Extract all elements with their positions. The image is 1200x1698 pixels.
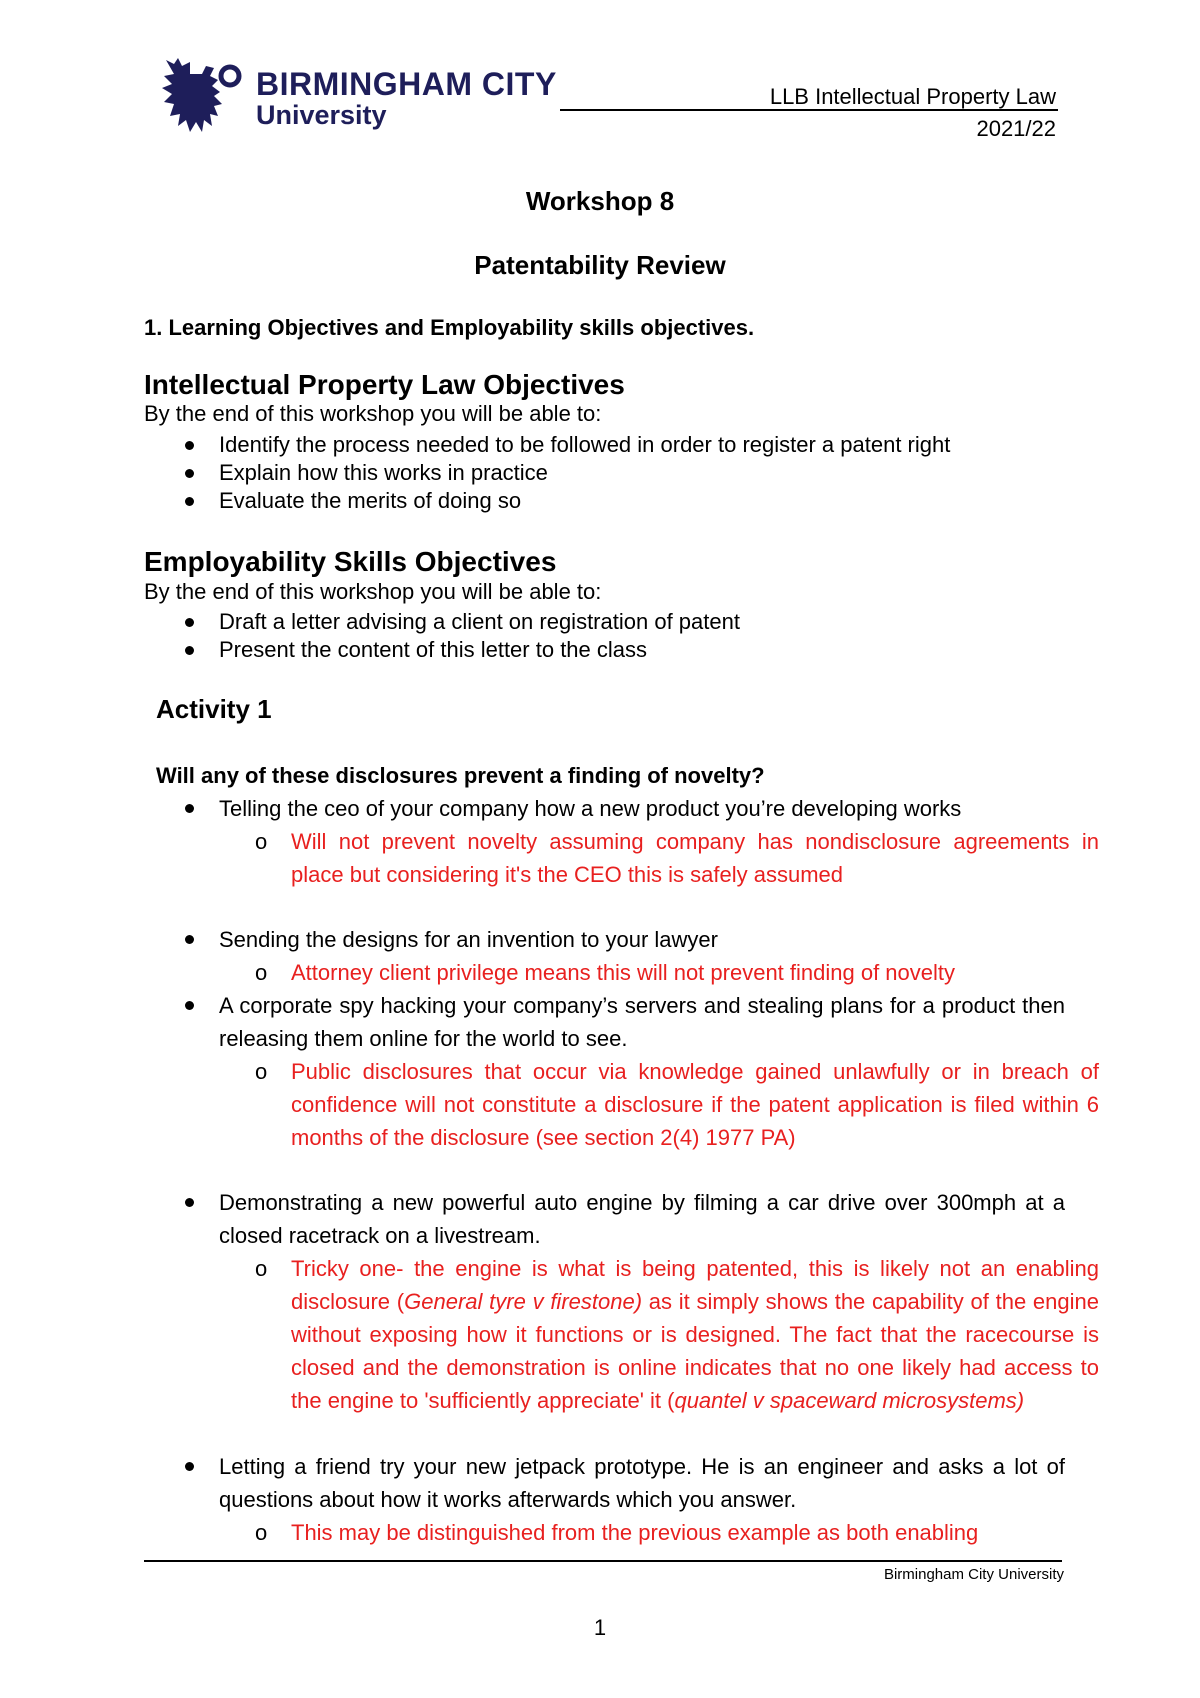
footer-institution: Birmingham City University <box>883 1566 1064 1583</box>
sub-bullet-icon: o <box>255 1059 268 1084</box>
bullet-icon <box>185 497 194 506</box>
case-citation: quantel v spaceward microsystems) <box>674 1388 1025 1413</box>
bullet-icon <box>185 1001 194 1010</box>
list-item: Explain how this works in practice <box>185 459 950 487</box>
course-title: LLB Intellectual Property Law <box>769 84 1056 109</box>
list-item: Draft a letter advising a client on registration of patent <box>185 608 740 636</box>
employability-heading: Employability Skills Objectives <box>144 546 557 577</box>
page-number: 1 <box>593 1615 607 1640</box>
activity-heading: Activity 1 <box>156 694 272 724</box>
list-item: Evaluate the merits of doing so <box>185 487 950 515</box>
sub-bullet-icon: o <box>255 960 268 985</box>
list-item: Identify the process needed to be followed in order to register a patent right <box>185 431 950 459</box>
ip-objectives-heading: Intellectual Property Law Objectives <box>144 369 625 400</box>
logo-name: BIRMINGHAM CITY <box>256 66 557 102</box>
bullet-icon <box>185 441 194 450</box>
ip-objectives-list <box>185 431 950 515</box>
bullet-icon <box>185 469 194 478</box>
bullet-icon <box>185 804 194 813</box>
bullet-icon <box>185 1198 194 1207</box>
employability-intro: By the end of this workshop you will be able to: <box>144 579 602 604</box>
bullet-icon <box>185 1462 194 1471</box>
learning-objectives-heading: 1. Learning Objectives and Employability skills objectives. <box>144 315 755 340</box>
page-title: Workshop 8 <box>525 186 675 216</box>
academic-year: 2021/22 <box>976 116 1056 141</box>
lion-crest-icon <box>156 56 248 134</box>
sub-bullet-icon: o <box>255 1256 268 1281</box>
bullet-icon <box>185 646 194 655</box>
list-item: Present the content of this letter to the class <box>185 636 740 664</box>
footer-divider <box>144 1560 1062 1562</box>
header-divider <box>560 109 1058 111</box>
employability-list <box>185 608 740 664</box>
sub-bullet-icon: o <box>255 1520 268 1545</box>
logo-subname: University <box>256 100 387 130</box>
case-citation: General tyre v firestone) <box>404 1289 643 1314</box>
activity-question: Will any of these disclosures prevent a finding of novelty? <box>156 763 765 788</box>
bullet-icon <box>185 935 194 944</box>
bullet-icon <box>185 618 194 627</box>
sub-bullet-icon: o <box>255 829 268 854</box>
page-subtitle: Patentability Review <box>474 250 726 280</box>
ip-objectives-intro: By the end of this workshop you will be able to: <box>144 401 602 426</box>
